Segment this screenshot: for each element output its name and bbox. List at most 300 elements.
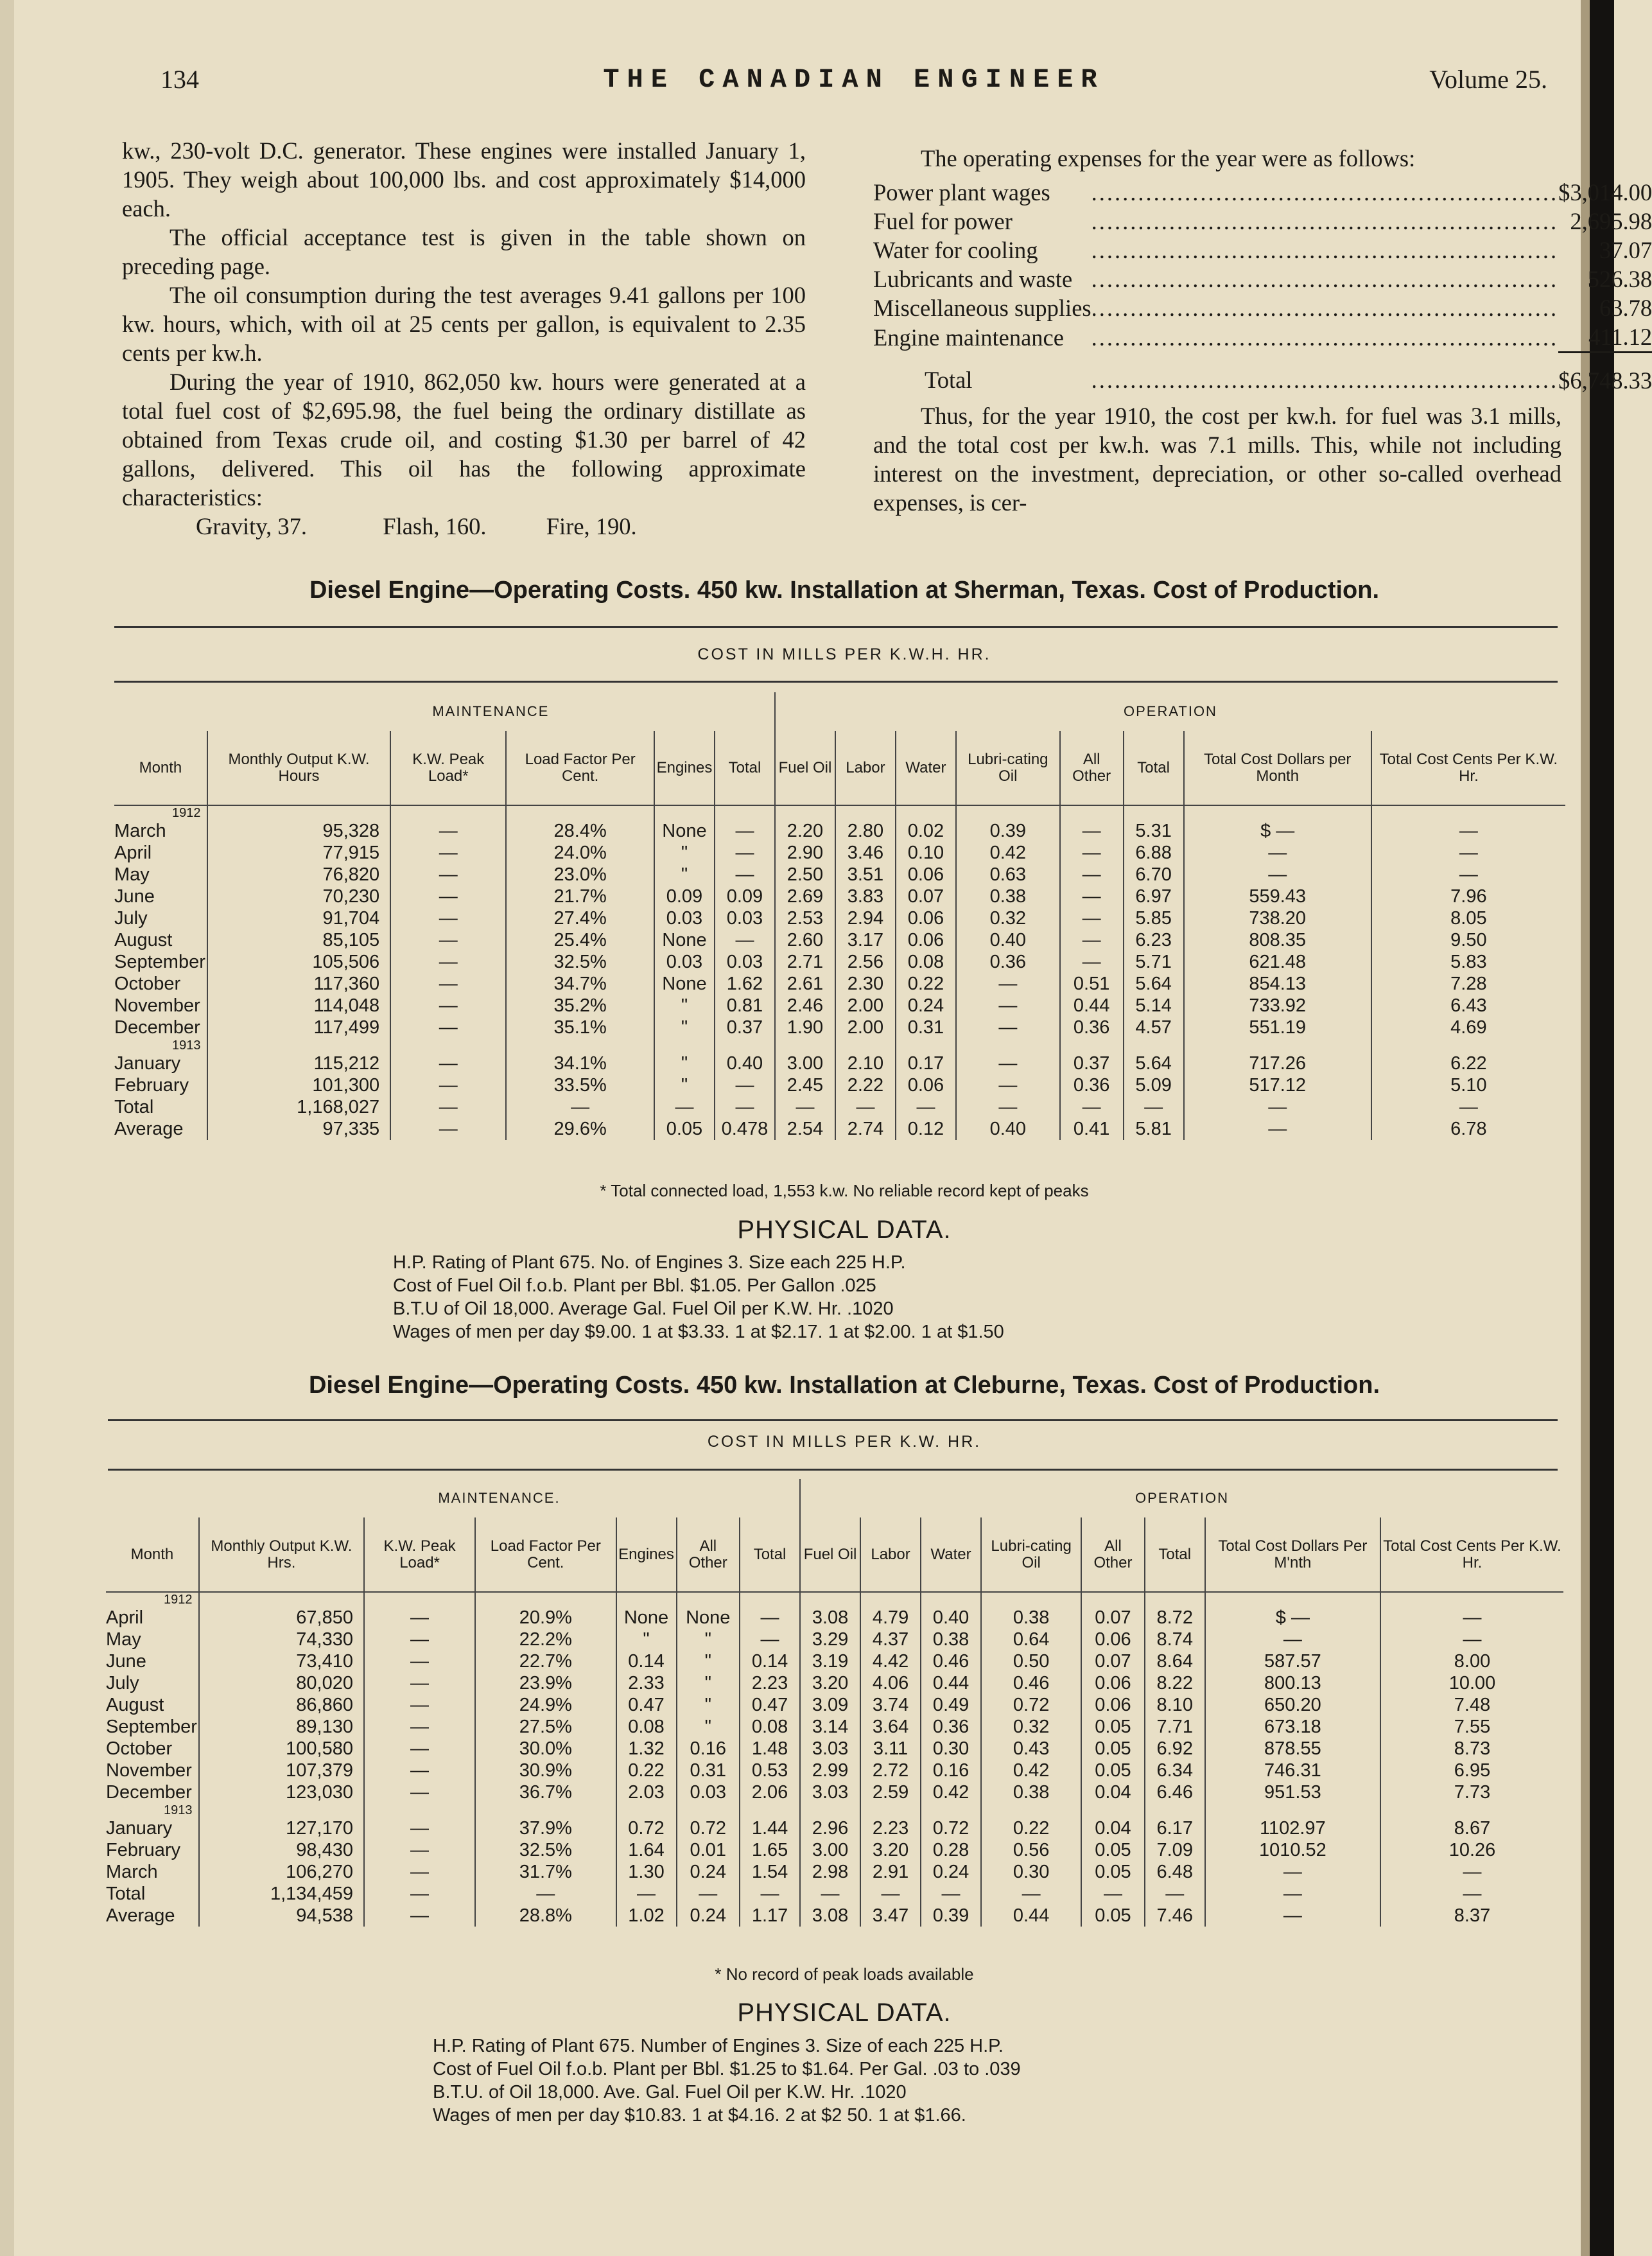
table-cell: 74,330 [199, 1629, 364, 1650]
table-cell: — [1380, 1629, 1563, 1650]
table-cell: 3.19 [800, 1650, 860, 1672]
month-cell: June [114, 886, 155, 907]
volume-label: Volume 25. [1429, 65, 1547, 94]
table-cell: 5.85 [1124, 907, 1184, 929]
paragraph: The official acceptance test is given in the table shown on preceding page. [122, 224, 806, 279]
table-cell: 0.43 [981, 1738, 1081, 1760]
table-cell: 1.64 [616, 1839, 677, 1861]
month-cell: May [106, 1629, 141, 1650]
table-cell: 6.88 [1124, 842, 1184, 864]
table-cell: 6.97 [1124, 886, 1184, 907]
flash-value: Flash, 160. [383, 513, 487, 539]
expense-row [873, 207, 1652, 236]
table1-physical-data [393, 1251, 1004, 1343]
table-cell: 5.81 [1124, 1118, 1184, 1140]
table-cell: — [1145, 1883, 1205, 1905]
table-cell: — [1371, 820, 1565, 842]
table-cell: 3.29 [800, 1629, 860, 1650]
expense-amount: 63.78 [1599, 295, 1652, 321]
table-cell: 2.00 [835, 995, 896, 1017]
table-cell: 6.95 [1380, 1760, 1563, 1781]
column-header: Lubri-cating Oil [956, 731, 1060, 805]
table-cell: 0.37 [715, 1017, 775, 1038]
table-cell: 30.9% [475, 1760, 616, 1781]
page-left-edge [0, 0, 14, 2256]
year-row [114, 805, 1565, 820]
table-cell: — [390, 1017, 506, 1038]
page-number: 134 [161, 65, 199, 94]
table-cell: 2.30 [835, 973, 896, 995]
table-row [106, 1883, 1563, 1905]
year-spacer [835, 805, 896, 820]
expenses-list [873, 178, 1652, 395]
table-cell: 0.16 [677, 1738, 740, 1760]
table-cell: 3.83 [835, 886, 896, 907]
group-operation: OPERATION [800, 1479, 1563, 1517]
month-cell: March [114, 821, 166, 841]
month-cell: Average [114, 1119, 184, 1139]
month-cell: December [106, 1782, 192, 1803]
year-spacer [475, 1803, 616, 1817]
table-row [114, 1096, 1565, 1118]
table-cell: 6.92 [1145, 1738, 1205, 1760]
table-cell: 0.22 [616, 1760, 677, 1781]
table-cell: 3.00 [800, 1839, 860, 1861]
table-cell: 0.40 [956, 1118, 1060, 1140]
table-cell: 31.7% [475, 1861, 616, 1883]
year-spacer [860, 1592, 921, 1607]
table-cell: 2.99 [800, 1760, 860, 1781]
column-header: K.W. Peak Load* [390, 731, 506, 805]
table-cell: 7.46 [1145, 1905, 1205, 1927]
table-cell: — [715, 820, 775, 842]
running-header [161, 64, 1547, 103]
table-cell: — [1060, 820, 1124, 842]
table-cell: — [956, 973, 1060, 995]
expense-item: Water for cooling [873, 237, 1038, 263]
table-cell: 0.41 [1060, 1118, 1124, 1140]
table-cell: 5.09 [1124, 1074, 1184, 1096]
table-cell: 0.06 [1081, 1672, 1145, 1694]
table-cell: 0.01 [677, 1839, 740, 1861]
table-cell: None [654, 973, 715, 995]
table-row [106, 1694, 1563, 1716]
table-cell: 1,134,459 [199, 1883, 364, 1905]
table-cell: 0.32 [956, 907, 1060, 929]
table-cell: 0.47 [616, 1694, 677, 1716]
table-cell: 673.18 [1205, 1716, 1380, 1738]
paragraph: kw., 230-volt D.C. generator. These engines were installed January 1, 1905. They weigh about 100,000 lbs. and cost approximately $14,000 each. [122, 137, 806, 222]
month-cell: Total [114, 1097, 154, 1117]
table-cell: 6.22 [1371, 1053, 1565, 1074]
table-cell: 0.40 [921, 1607, 981, 1629]
year-spacer [715, 805, 775, 820]
table2-footnote: * No record of peak loads available [715, 1964, 974, 1984]
month-cell: May [114, 864, 150, 885]
table-cell: 20.9% [475, 1607, 616, 1629]
month-cell: July [114, 908, 148, 929]
table-cell: 3.17 [835, 929, 896, 951]
year-spacer [921, 1592, 981, 1607]
table-cell: 621.48 [1184, 951, 1371, 973]
table-cell: 1010.52 [1205, 1839, 1380, 1861]
table-cell: 800.13 [1205, 1672, 1380, 1694]
table-cell: — [390, 1096, 506, 1118]
year-spacer [616, 1803, 677, 1817]
column-header: Lubri-cating Oil [981, 1517, 1081, 1592]
year-label: 1912 [172, 806, 201, 820]
leader-dots: ............................................................ [1091, 324, 1559, 351]
table-cell: 1.02 [616, 1905, 677, 1927]
table-cell: 0.07 [1081, 1607, 1145, 1629]
table-cell: 21.7% [506, 886, 654, 907]
year-spacer [981, 1803, 1081, 1817]
table-cell: 0.04 [1081, 1817, 1145, 1839]
table-cell: 30.0% [475, 1738, 616, 1760]
table-header-row [106, 1517, 1563, 1592]
year-spacer [475, 1592, 616, 1607]
table-cell: — [715, 1074, 775, 1096]
table-cell: " [654, 864, 715, 886]
year-spacer [1081, 1592, 1145, 1607]
table-cell: — [1060, 886, 1124, 907]
table-cell: — [1205, 1883, 1380, 1905]
table-cell: 7.55 [1380, 1716, 1563, 1738]
year-spacer [364, 1592, 475, 1607]
table-cell: 2.20 [775, 820, 835, 842]
table-cell: 5.64 [1124, 973, 1184, 995]
table-cell: 1.54 [740, 1861, 800, 1883]
year-spacer [1205, 1803, 1380, 1817]
year-spacer [775, 1038, 835, 1053]
table-cell: 4.79 [860, 1607, 921, 1629]
table-cell: 2.61 [775, 973, 835, 995]
table-row [106, 1650, 1563, 1672]
table-cell: 37.9% [475, 1817, 616, 1839]
year-spacer [1380, 1592, 1563, 1607]
table-row [114, 820, 1565, 842]
table-cell: 2.72 [860, 1760, 921, 1781]
table-cell: 0.24 [921, 1861, 981, 1883]
year-spacer [715, 1038, 775, 1053]
year-spacer [896, 1038, 956, 1053]
paragraph: Thus, for the year 1910, the cost per kw.h. for fuel was 3.1 mills, and the total cost per kw.h. was 7.1 mills. This, while not including interest on the investment, depreciation, or other so-called overhead expenses, is cer- [873, 403, 1561, 516]
table-cell: — [364, 1672, 475, 1694]
table-group-header [114, 692, 1565, 731]
table-cell: 127,170 [199, 1817, 364, 1839]
column-header: Fuel Oil [775, 731, 835, 805]
table-cell: 3.51 [835, 864, 896, 886]
table-cell: 0.02 [896, 820, 956, 842]
table-cell: 7.48 [1380, 1694, 1563, 1716]
table-cell: 0.14 [740, 1650, 800, 1672]
table-cell: 2.10 [835, 1053, 896, 1074]
table-cell: 0.22 [981, 1817, 1081, 1839]
table-cell: 8.05 [1371, 907, 1565, 929]
column-header: Total Cost Dollars per Month [1184, 731, 1371, 805]
table-cell: 0.14 [616, 1650, 677, 1672]
expense-row [873, 265, 1652, 293]
table-cell: 24.0% [506, 842, 654, 864]
year-spacer [800, 1592, 860, 1607]
table-cell: — [715, 842, 775, 864]
column-header: Labor [835, 731, 896, 805]
table-cell: 0.05 [1081, 1738, 1145, 1760]
physical-data-line: B.T.U of Oil 18,000. Average Gal. Fuel Oil per K.W. Hr. .1020 [393, 1299, 894, 1319]
table-cell: — [390, 886, 506, 907]
table-cell: 0.72 [981, 1694, 1081, 1716]
table-cell: 2.33 [616, 1672, 677, 1694]
table-cell: 0.53 [740, 1760, 800, 1781]
table-cell: 3.08 [800, 1905, 860, 1927]
expense-row [873, 178, 1652, 207]
table-cell: " [677, 1672, 740, 1694]
table-cell: 0.30 [981, 1861, 1081, 1883]
table-cell: 0.72 [616, 1817, 677, 1839]
table-cell: 1.44 [740, 1817, 800, 1839]
table-cell: 3.03 [800, 1781, 860, 1803]
table-cell: — [1184, 842, 1371, 864]
table-cell: 4.57 [1124, 1017, 1184, 1038]
year-spacer [896, 805, 956, 820]
table-cell: " [677, 1650, 740, 1672]
table-group-header [106, 1479, 1563, 1517]
table-cell: 0.24 [677, 1861, 740, 1883]
table-cell: — [475, 1883, 616, 1905]
table-cell: 0.478 [715, 1118, 775, 1140]
physical-data-line: Cost of Fuel Oil f.o.b. Plant per Bbl. $1.25 to $1.64. Per Gal. .03 to .039 [433, 2059, 1021, 2079]
column-header: All Other [677, 1517, 740, 1592]
column-header: Month [106, 1517, 199, 1592]
table-cell: 733.92 [1184, 995, 1371, 1017]
leader-dots: ............................................................ [1091, 367, 1559, 394]
table-cell: — [390, 1053, 506, 1074]
column-header: Total [1145, 1517, 1205, 1592]
column-header: Total Cost Dollars Per M'nth [1205, 1517, 1380, 1592]
table-cell: 5.10 [1371, 1074, 1565, 1096]
table-cell: — [956, 1074, 1060, 1096]
year-spacer [860, 1803, 921, 1817]
column-header: Labor [860, 1517, 921, 1592]
table-row [114, 973, 1565, 995]
table-row [114, 842, 1565, 864]
table-cell: — [506, 1096, 654, 1118]
year-row [106, 1803, 1563, 1817]
column-header: Total [1124, 731, 1184, 805]
table-cell: — [896, 1096, 956, 1118]
expense-amount: 526.38 [1587, 266, 1652, 292]
year-spacer [616, 1592, 677, 1607]
table-cell: 23.0% [506, 864, 654, 886]
left-text-column [122, 136, 806, 541]
year-spacer [207, 805, 390, 820]
column-header: Total [740, 1517, 800, 1592]
table-cell: 2.50 [775, 864, 835, 886]
table-cell: 0.37 [1060, 1053, 1124, 1074]
table-cell: 117,360 [207, 973, 390, 995]
table-cell: — [364, 1883, 475, 1905]
table-cell: 34.1% [506, 1053, 654, 1074]
table-cell: — [364, 1650, 475, 1672]
table-row [114, 1053, 1565, 1074]
table-cell: — [1371, 1096, 1565, 1118]
table-cell: 2.45 [775, 1074, 835, 1096]
table-row [106, 1629, 1563, 1650]
table-cell: 95,328 [207, 820, 390, 842]
year-spacer [835, 1038, 896, 1053]
year-spacer [1145, 1592, 1205, 1607]
table-cell: — [390, 929, 506, 951]
table-cell: 1.62 [715, 973, 775, 995]
table-cell: " [654, 995, 715, 1017]
table-cell: 0.36 [1060, 1074, 1124, 1096]
expense-amount: 37.07 [1599, 237, 1652, 263]
table2-subtitle: COST IN MILLS PER K.W. HR. [707, 1433, 982, 1451]
table-cell: 650.20 [1205, 1694, 1380, 1716]
table1-top-rule [114, 626, 1558, 628]
year-spacer [1124, 805, 1184, 820]
table1-title: Diesel Engine—Operating Costs. 450 kw. Installation at Sherman, Texas. Cost of Production. [309, 577, 1380, 604]
group-spacer [106, 1479, 199, 1517]
month-cell: April [114, 843, 152, 863]
expense-row [873, 293, 1652, 322]
table-cell: 4.69 [1371, 1017, 1565, 1038]
table-row [114, 1017, 1565, 1038]
table-cell: 0.36 [956, 951, 1060, 973]
table-cell: 0.51 [1060, 973, 1124, 995]
table-cell: 67,850 [199, 1607, 364, 1629]
group-operation: OPERATION [775, 692, 1565, 731]
table-cell: 2.06 [740, 1781, 800, 1803]
month-cell: November [114, 995, 200, 1016]
table-cell: 73,410 [199, 1650, 364, 1672]
table-cell: 86,860 [199, 1694, 364, 1716]
month-cell: June [106, 1651, 146, 1672]
year-spacer [364, 1803, 475, 1817]
table-cell: — [364, 1781, 475, 1803]
table-cell: 2.54 [775, 1118, 835, 1140]
table-cell: 0.05 [1081, 1905, 1145, 1927]
table-cell: 1.90 [775, 1017, 835, 1038]
month-cell: September [114, 952, 205, 972]
expense-amount: $3,014.00 [1558, 179, 1652, 205]
table-cell: 0.32 [981, 1716, 1081, 1738]
table-cell: 7.09 [1145, 1839, 1205, 1861]
table-cell: 6.70 [1124, 864, 1184, 886]
table-cell: — [956, 1053, 1060, 1074]
table-cell: 0.07 [896, 886, 956, 907]
table-cell: — [715, 1096, 775, 1118]
year-spacer [1060, 805, 1124, 820]
physical-data-line: Cost of Fuel Oil f.o.b. Plant per Bbl. $1.05. Per Gallon .025 [393, 1275, 876, 1296]
table-cell: 1.32 [616, 1738, 677, 1760]
table-cell: — [390, 820, 506, 842]
table-cell: 2.80 [835, 820, 896, 842]
table-cell: 517.12 [1184, 1074, 1371, 1096]
table-cell: 22.2% [475, 1629, 616, 1650]
table-cell: " [654, 1074, 715, 1096]
column-header: K.W. Peak Load* [364, 1517, 475, 1592]
table-cell: — [677, 1883, 740, 1905]
table-cell: 2.90 [775, 842, 835, 864]
table-cell: 24.9% [475, 1694, 616, 1716]
table-cell: 2.53 [775, 907, 835, 929]
table-cell: — [956, 1017, 1060, 1038]
table-cell: — [981, 1883, 1081, 1905]
year-spacer [956, 1038, 1060, 1053]
table-cell: 2.03 [616, 1781, 677, 1803]
table-row [114, 1074, 1565, 1096]
table-cell: " [654, 1017, 715, 1038]
table-cell: — [364, 1817, 475, 1839]
table-cell: 2.96 [800, 1817, 860, 1839]
table-cell: 0.44 [921, 1672, 981, 1694]
column-header: All Other [1081, 1517, 1145, 1592]
table-cell: 7.28 [1371, 973, 1565, 995]
year-spacer [677, 1803, 740, 1817]
table-row [106, 1738, 1563, 1760]
table-row [114, 864, 1565, 886]
year-spacer [506, 1038, 654, 1053]
table-cell: — [740, 1607, 800, 1629]
table-cell: 0.24 [896, 995, 956, 1017]
table-cell: 1102.97 [1205, 1817, 1380, 1839]
table-cell: 0.39 [956, 820, 1060, 842]
table-cell: 0.40 [715, 1053, 775, 1074]
expenses-intro: The operating expenses for the year were as follows: [921, 145, 1416, 171]
table-cell: 0.31 [896, 1017, 956, 1038]
table-cell: — [1060, 864, 1124, 886]
table-cell: 3.14 [800, 1716, 860, 1738]
table-cell: 8.37 [1380, 1905, 1563, 1927]
table-cell: 91,704 [207, 907, 390, 929]
column-header: Total Cost Cents Per K.W. Hr. [1380, 1517, 1563, 1592]
physical-data-line: B.T.U. of Oil 18,000. Ave. Gal. Fuel Oil per K.W. Hr. .1020 [433, 2082, 907, 2103]
year-spacer [1081, 1803, 1145, 1817]
year-spacer [956, 805, 1060, 820]
table-row [106, 1672, 1563, 1694]
table-cell: 2.23 [860, 1817, 921, 1839]
table-cell: — [1060, 842, 1124, 864]
table-cell: 0.03 [654, 951, 715, 973]
fire-value: Fire, 190. [546, 513, 637, 539]
leader-dots: ............................................................ [1091, 179, 1559, 205]
table-cell: — [860, 1883, 921, 1905]
table-cell: 2.00 [835, 1017, 896, 1038]
table-cell: — [390, 864, 506, 886]
year-row [106, 1592, 1563, 1607]
year-spacer [775, 805, 835, 820]
table-cell: 8.22 [1145, 1672, 1205, 1694]
table-cell: 0.49 [921, 1694, 981, 1716]
table-cell: 34.7% [506, 973, 654, 995]
table-cell: 0.05 [1081, 1839, 1145, 1861]
year-spacer [981, 1592, 1081, 1607]
month-cell: Total [106, 1884, 146, 1904]
table-cell: 2.98 [800, 1861, 860, 1883]
table-cell: 1.30 [616, 1861, 677, 1883]
table-cell: 8.00 [1380, 1650, 1563, 1672]
month-cell: December [114, 1017, 200, 1038]
table-cell: $ — [1184, 820, 1371, 842]
expense-total-amount: $6,748.33 [1558, 367, 1652, 394]
table-cell: 0.36 [921, 1716, 981, 1738]
table-cell: 4.42 [860, 1650, 921, 1672]
table-row [106, 1760, 1563, 1781]
table-cell: 0.24 [677, 1905, 740, 1927]
table-cell: 0.72 [677, 1817, 740, 1839]
month-cell: August [106, 1695, 164, 1715]
